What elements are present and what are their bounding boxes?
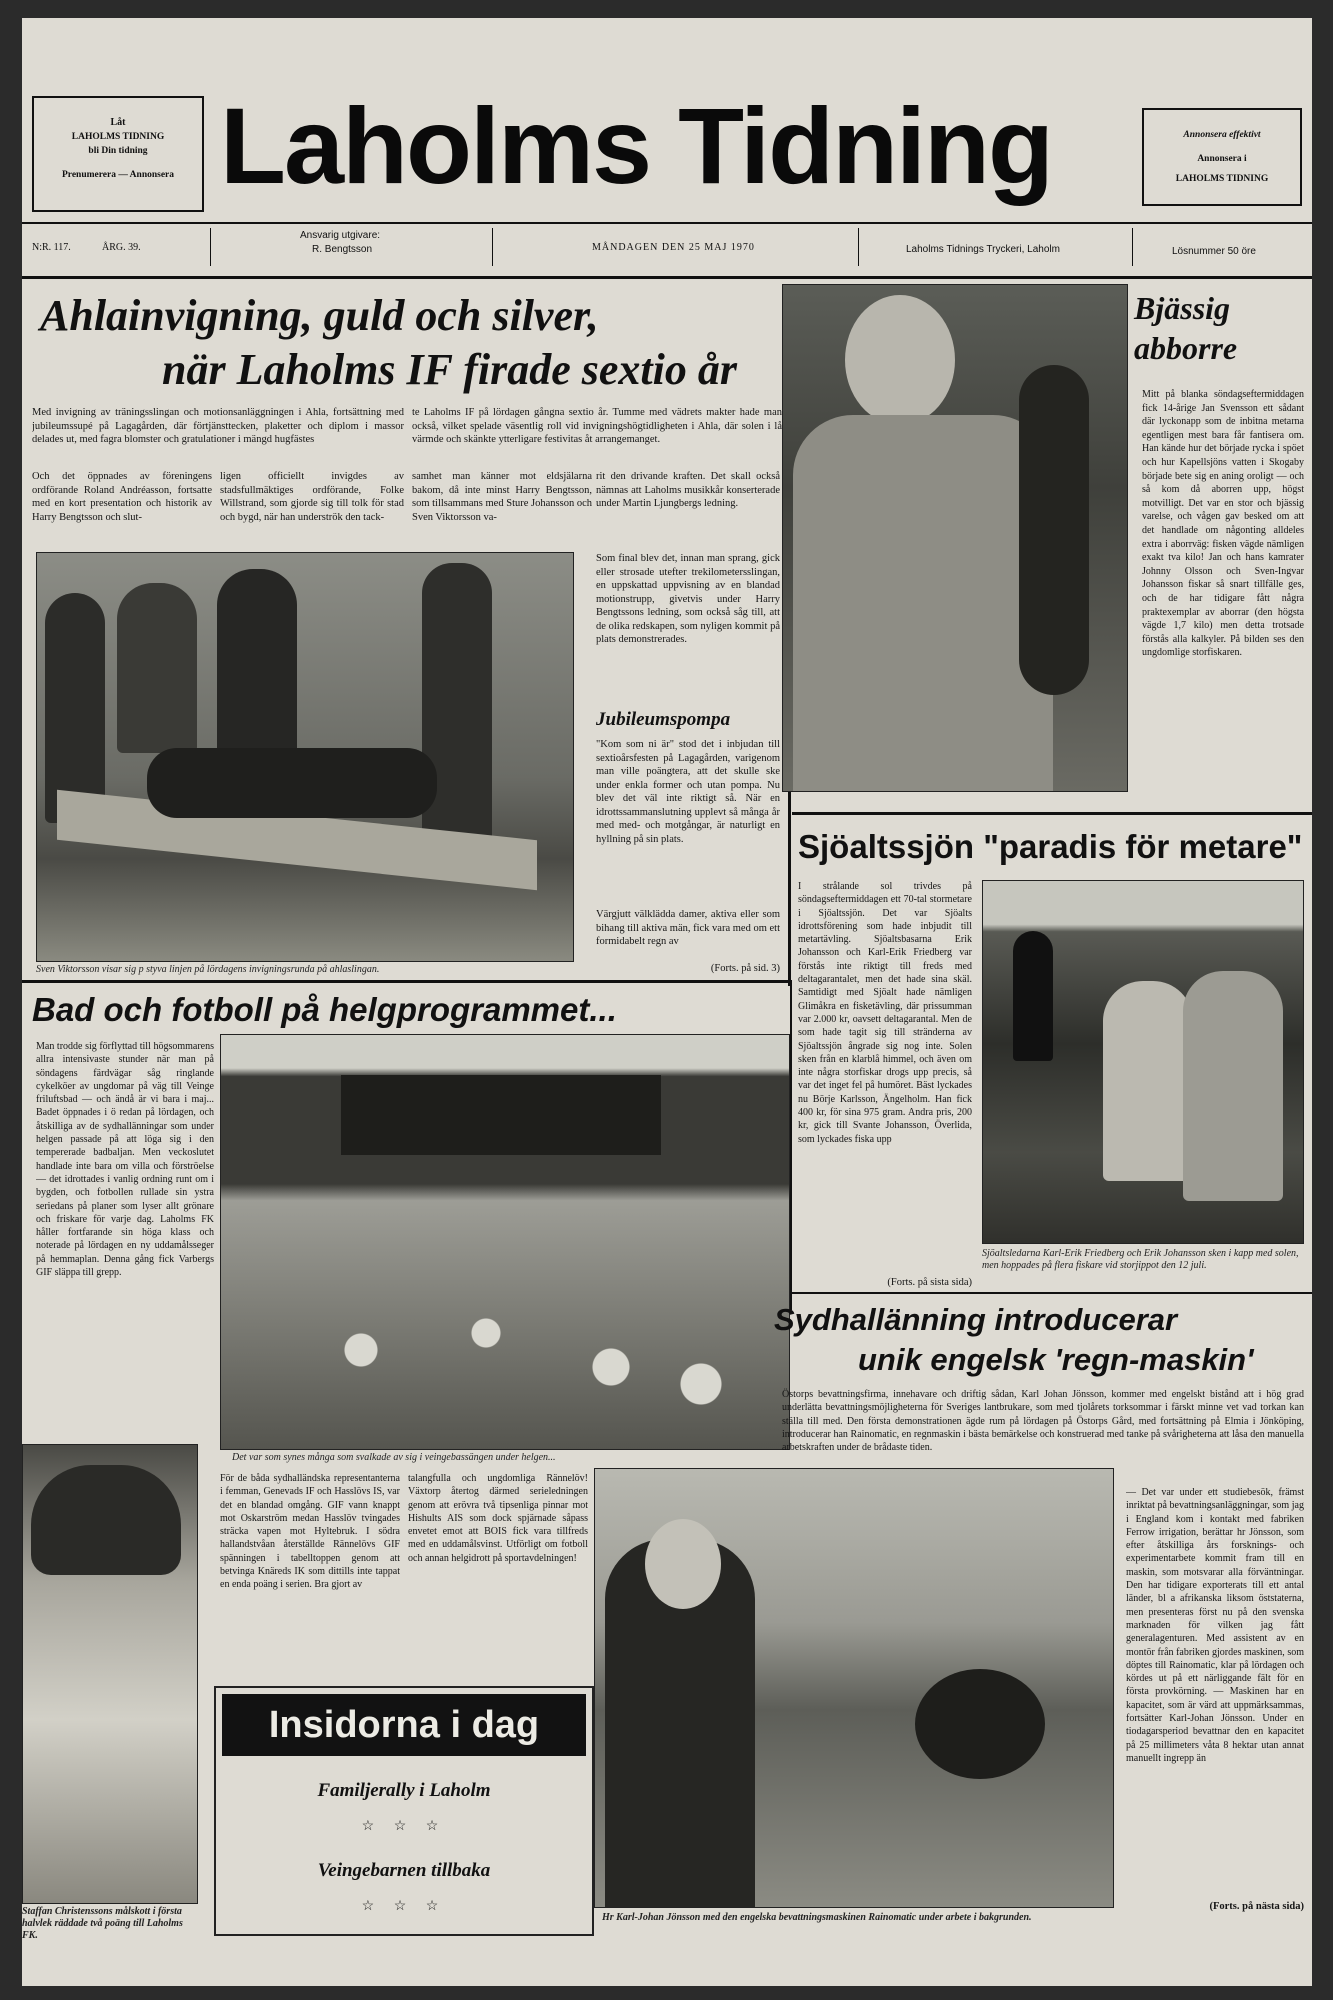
masthead-title: Laholms Tidning <box>220 85 1052 206</box>
rain-intro: Östorps bevattningsfirma, innehavare och driftig sådan, Karl Johan Jönsson, kommer med engelskt bistånd att i hög grad underlätta bevattningsmöjligheterna för Sveriges lantbrukare, som med tjolårets torksommar i färskt minne vet vad torkan kan ställa till med. Den första demonstrationen ägde rum på lördagen på Östorps Gård, med fortsättning på Elmia i Jönköping, introducerar han Rainomatic, en regnmaskin i bästa bemärkelse och konstruerad med tanke på svårigheterna att låsa den manuella arbetskraften under de brådaste tiden. <box>782 1389 1304 1454</box>
advertise-line-1: Annonsera effektivt <box>1183 130 1261 140</box>
left-section-rule <box>22 980 790 983</box>
subscribe-line-1: Låt <box>110 117 126 128</box>
bad-headline: Bad och fotboll på helgprogrammet... <box>32 991 617 1028</box>
photo-jonsson-face <box>645 1519 721 1609</box>
photo-angler <box>1013 931 1053 1061</box>
bad-text: Man trodde sig förflyttad till högsommarens allra intensivaste stunder när man på söndagens färdvägar såg ringlande cykelköer av ungdomar på väg till Veinge friluftsbad — och ändå är vi bara i maj... Badet öppnades i ö redan på lördagen, och åtskilliga av de sydhallänningar som under helgen passade på att löga sig i den tempererade badbaljan. Men veckoslutet handlade inte bara om villa och förströelse — det idrottades i vanlig ordning runt om i bygden, och fotbollen rullade sin ystra seriedans på planer som lyser allt grönare och friskare för varje dag. Laholms FK håller fortfarande sin höga klass och noterade på lördagen en ny uddamålsseger på hemmaplan. Denna gång fick Varbergs GIF släppa till grepp. <box>36 1041 214 1279</box>
photo-figure-3 <box>217 569 297 759</box>
issue-divider-3 <box>858 228 859 266</box>
lead-headline-2: när Laholms IF firade sextio år <box>162 345 737 394</box>
newspaper-page <box>22 18 1312 1986</box>
volume-number: ÅRG. 39. <box>102 242 141 253</box>
footballer-photo <box>22 1444 198 1904</box>
rain-headline-1: Sydhallänning introducerar <box>774 1302 1178 1337</box>
inside-item-1: Familjerally i Laholm <box>317 1780 491 1801</box>
sjoalt-photo <box>982 880 1304 1244</box>
lead-col-2: ligen officiellt invigdes av stadsfullmäktiges ordförande, Folke Willstrand, som gjorde sig till tolk för stad och bygd, när han underströk den tack- <box>220 471 404 523</box>
photo-rain-machine <box>915 1669 1045 1779</box>
masthead-rule-bottom <box>22 276 1312 279</box>
photo-footballer-hair <box>31 1465 181 1575</box>
photo-reclining-man <box>147 748 437 818</box>
sjoalt-headline: Sjöaltssjön "paradis för metare" <box>798 828 1303 865</box>
rain-top-rule <box>792 1292 1312 1294</box>
lead-intro-right: te Laholms IF på lördagen gångna sextio år. Tumme med vädrets makter hade man också, vilket spelade väsentlig roll vid invigningshögtidligheten i Ahla, där solen i lå värmde och skänkte ytterligare festivitas åt arrangemanget. <box>412 407 782 445</box>
lead-intro-left: Med invigning av träningsslingan och motionsanläggningen i Ahla, fortsättning med jubileumssupé på Lagagården, där förtjänsttecken, plaketter och diplom i massor delades ut, med fagra blomster och gratulationer i mängd hugfästes <box>32 407 404 445</box>
photo-figure-1 <box>45 593 105 823</box>
lead-col-4d: Värgjutt välklädda damer, aktiva eller som bihang till aktiva män, fick vara med om ett formidabelt regn av <box>596 909 780 947</box>
perch-photo <box>782 284 1128 792</box>
sjoalt-text: I strålande sol trivdes på söndagseftermiddagen ett 70-tal stormetare i Sjöaltssjön. Det var Sjöalts idrottsförening som hade inbjudit till metartävling. Sjöaltsbasarna Erik Johansson och Karl-Erik Friedberg var förstås inte riktigt till freds med deltagarantalet, men det hade sina skäl. Samtidigt med Sjöalt hade nämligen Glimåkra en fisketävling, där prissumman var 2.000 kr, oavsett deltagarantal. Men de som hade tagit sig till stränderna av Sjöaltssjön ångrade sig nog inte. Solen sken från en klarblå himmel, och även om inte några storfiskar drogs upp precis, så var det inget fel på humöret. Bäst lyckades nu Börje Karlsson, Ängelholm. Han fick 400 kr, för sina 975 gram. Andra pris, 200 kr, gick till Svante Johansson, Överlida, som lyckades fiska upp <box>798 881 972 1145</box>
advertise-line-2: Annonsera i <box>1197 154 1247 164</box>
photo-figure-4 <box>422 563 492 863</box>
rain-photo <box>594 1468 1114 1908</box>
inside-panel <box>214 1686 594 1936</box>
column-rule-lower <box>790 980 792 1310</box>
perch-text: Mitt på blanka söndagseftermiddagen fick 14-årige Jan Svensson ett sådant där lyckonapp som de inbitna metarna egentligen mest bara får fantisera om. Han kände hur det började rycka i spöet och hur Kapellsjöns vatten i Skogaby började bete sig en aning oroligt — och så kom då aborren upp, högst motvilligt. Det var en stor och bjässig varelse, och vågen gav besked om att det handlade om någonting alldeles extra i aborrväg: fisken vägde nämligen exakt tva kilo! Jan och hans kamrater Johnny Olsson och Sven-Ingvar Johansson fiskar så snart tillfälle ges, och de har tidigare fått några praktexemplar av aborrar (den högsta vägde 1,7 kilo) men detta trotsade förstås alla kalkyler. På bilden ses den ungdomlige storfiskaren. <box>1142 389 1304 659</box>
pool-photo-caption: Det var som synes många som svalkade av sig i veingebassängen under helgen... <box>232 1452 556 1463</box>
issue-divider-4 <box>1132 228 1133 266</box>
inside-item-2: Veingebarnen tillbaka <box>317 1860 491 1881</box>
photo-fish <box>1019 365 1089 695</box>
lead-col-1: Och det öppnades av föreningens ordförande Roland Andréasson, fortsatte med en kort presentation och historik av Harry Bengtsson och slut- <box>32 471 212 523</box>
photo-man-right <box>1183 971 1283 1201</box>
lead-photo-caption: Sven Viktorsson visar sig p styva linjen på lördagens invigningsrunda på ahlaslingan. <box>36 964 380 975</box>
bad-col-2: För de båda sydhalländska representanterna i femman, Genevads IF och Hasslövs IS, var det en blandad omgång. GIF vann knappt mot Oskarström medan Hasslöv tvingades sträcka vapen mot Hyltebruk. I södra hallandstvåan återställde Rännelövs GIF spänningen i tabelltoppen genom att betvinga Knäreds IK som dittills inte tappat en enda poäng i serien. Bra gjort av <box>220 1473 400 1591</box>
photo-swimmers <box>261 1265 761 1435</box>
publisher-name: R. Bengtsson <box>312 244 373 255</box>
lead-col-4a: rit den drivande kraften. Det skall också nämnas att Laholms musikkår konserterade under Martin Ljungbergs ledning. <box>596 471 780 509</box>
subscribe-line-2: LAHOLMS TIDNING <box>71 132 165 142</box>
inside-title: Insidorna i dag <box>222 1694 586 1756</box>
issue-divider-1 <box>210 228 211 266</box>
rain-photo-caption: Hr Karl-Johan Jönsson med den engelska bevattningsmaskinen Rainomatic under arbete i bakgrunden. <box>602 1912 1032 1923</box>
rain-headline-2: unik engelsk 'regn-maskin' <box>858 1342 1254 1377</box>
subscribe-box <box>32 96 204 212</box>
issue-number: N:R. 117. <box>32 242 71 253</box>
issue-divider-2 <box>492 228 493 266</box>
lead-col-4c: "Kom som ni är" stod det i inbjudan till sextioårsfesten på Lagagården, varigenom man ville poängtera, att det skulle ske under enkla former och utan pompa. Nu blev det väl inte riktigt så. När en idrottssammanslutning upplevt så många år med med- och motgångar, är naturligt en hyllning på sin plats. <box>596 739 780 845</box>
perch-headline-2: abborre <box>1134 330 1238 366</box>
issue-date: MÅNDAGEN DEN 25 MAJ 1970 <box>592 242 755 253</box>
pool-photo <box>220 1034 790 1450</box>
photo-boy-body <box>793 415 1053 792</box>
publisher-label: Ansvarig utgivare: <box>300 230 381 241</box>
issue-price: Lösnummer 50 öre <box>1172 246 1256 257</box>
bad-col-3: talangfulla och ungdomliga Rännelöv! Växtorp återtog därmed serieledningen genom att erövra två tipsenliga pinnar mot Hishults AIS som dock spjärnade såpass envetet emot att BOIS fick vara tillfreds med en uddamålsvinst. Utförligt om fotboll och annan helgidrott på sportavdelningen! <box>408 1473 588 1564</box>
printer-name: Laholms Tidnings Tryckeri, Laholm <box>906 244 1060 255</box>
inside-stars-2: ☆ ☆ ☆ <box>361 1899 447 1914</box>
issue-bar <box>22 224 1312 276</box>
photo-pool-building <box>341 1075 661 1155</box>
lead-col-3: samhet man känner mot eldsjälarna bakom, då inte minst Harry Bengtsson, som tillsammans med Sture Johansson och Sven Viktorsson va- <box>412 471 592 523</box>
sjoalt-photo-caption: Sjöaltsledarna Karl-Erik Friedberg och Erik Johansson sken i kapp med solen, men hoppades på flera fiskare vid storjippot den 12 juli. <box>982 1248 1299 1271</box>
lead-continued: (Forts. på sid. 3) <box>710 963 780 974</box>
footballer-caption: Staffan Christenssons målskott i första halvlek räddade två poäng till Laholms FK. <box>22 1906 183 1941</box>
lead-col-4b: Som final blev det, innan man sprang, gick eller strosade utefter trekilometersslingan, en uppskattad uppvisning av en blandad motionstrupp, givetvis under Harry Bengtssons ledning, som också såg till, att de olika redskapen, som nyligen kommit på plats demonstrerades. <box>596 553 780 645</box>
lead-subhead: Jubileumspompa <box>596 709 731 730</box>
perch-bottom-rule <box>792 812 1312 815</box>
rain-col: — Det var under ett studiebesök, främst inriktat på bevattningsanläggningar, som jag i England kom i kontakt med fabriken Ferrow irrigation, berättar hr Jönsson, som efter åtskilliga års forsknings- och experimentarbete kommit fram till en maskin, som motsvarar alla förväntningar. Den har tidigare exporterats till ett antal länder, bl a afrikanska liksom öststaterna, men presenteras först nu på den svenska marknaden för vilken jag fått generalagenturen. Med assistent av en montör från fabriken gjordes maskinen, som döptes till Rainomatic, klar på lördagen och kördes ut på ett närliggande fält för en första provkörning. — Maskinen har en kapacitet, som är värd att uppmärksammas, fortsätter Karl-Johan Jönsson. Under en tiodagarsperiod bevattnar den en kapacitet på 25 millimeters våta 8 hektar utan annat manuellt ingrepp än <box>1126 1487 1304 1764</box>
subscribe-line-3: bli Din tidning <box>88 146 148 156</box>
lead-photo <box>36 552 574 962</box>
lead-headline-1: Ahlainvigning, guld och silver, <box>40 291 599 340</box>
perch-headline-1: Bjässig <box>1134 290 1231 326</box>
advertise-box <box>1142 108 1302 206</box>
subscribe-line-4: Prenumerera — Annonsera <box>61 170 175 180</box>
rain-continued: (Forts. på nästa sida) <box>1209 1901 1304 1912</box>
photo-boy-head <box>845 295 955 425</box>
inside-stars-1: ☆ ☆ ☆ <box>361 1819 447 1834</box>
photo-man-left <box>1103 981 1193 1181</box>
photo-figure-2 <box>117 583 197 753</box>
sjoalt-continued: (Forts. på sista sida) <box>887 1277 972 1288</box>
advertise-line-3: LAHOLMS TIDNING <box>1175 174 1269 184</box>
